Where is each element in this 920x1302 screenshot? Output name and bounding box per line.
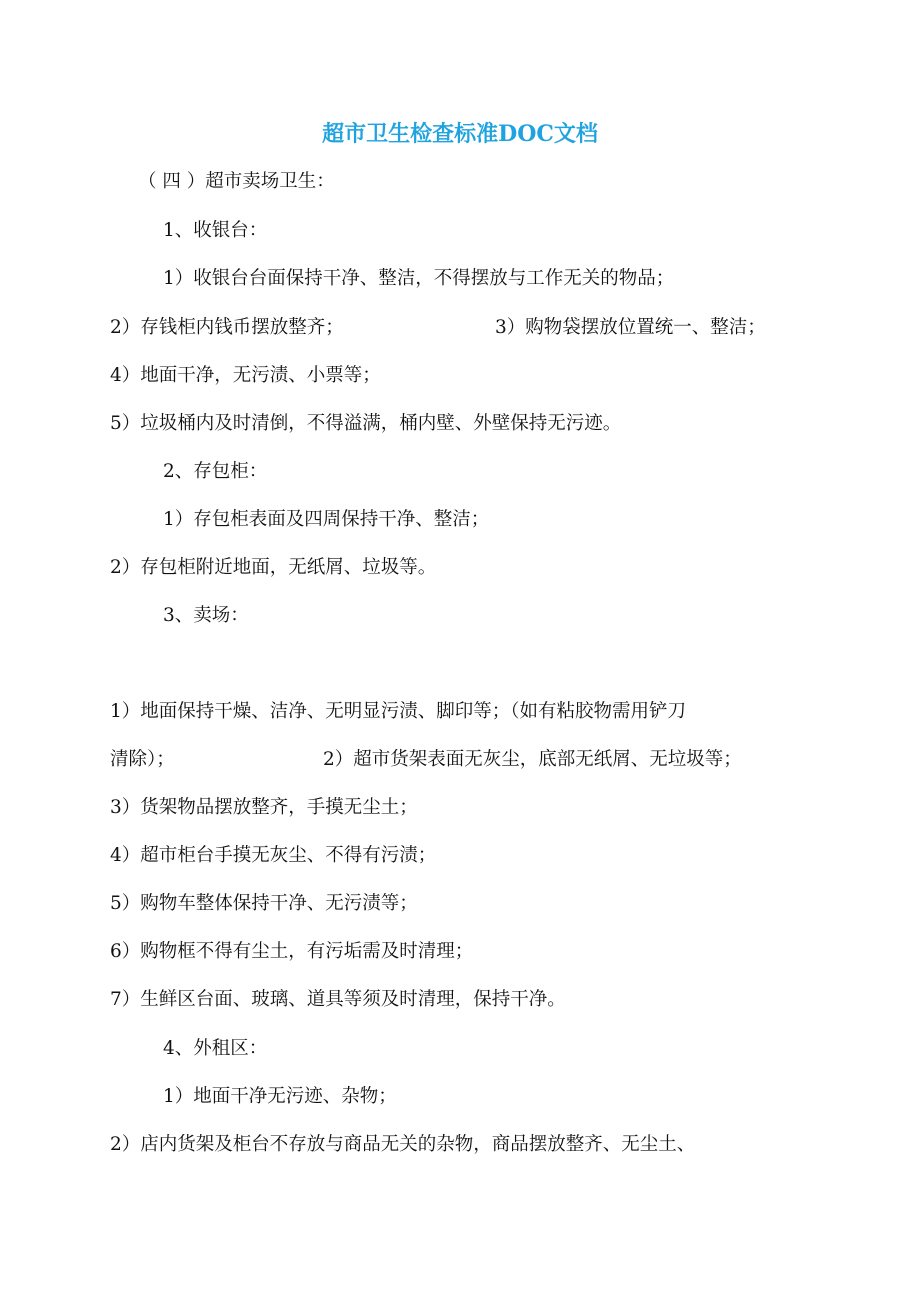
section-heading: （ 四 ）超市卖场卫生： [138,171,335,192]
list-item: 5）垃圾桶内及时清倒，不得溢满，桶内壁、外壁保持无污迹。 [110,413,622,434]
list-item: 1）地面保持干燥、洁净、无明显污渍、脚印等；（如有粘胶物需用铲刀 [110,701,687,722]
list-item: 4）超市柜台手摸无灰尘、不得有污渍； [110,845,437,866]
list-item: 2）存包柜附近地面，无纸屑、垃圾等。 [110,557,437,578]
list-item: 4）地面干净，无污渍、小票等； [110,365,381,386]
subsection-heading-sales-floor: 3、卖场： [163,605,249,626]
list-item: 1）收银台台面保持干净、整洁，不得摆放与工作无关的物品； [163,268,675,289]
list-item: 3）购物袋摆放位置统一、整洁； [495,317,766,338]
list-item: 7）生鲜区台面、玻璃、道具等须及时清理，保持干净。 [110,989,566,1010]
list-item: 6）购物框不得有尘土，有污垢需及时清理； [110,941,474,962]
list-item: 2）店内货架及柜台不存放与商品无关的杂物，商品摆放整齐、无尘土、 [110,1134,696,1155]
list-item-row [110,315,766,341]
list-item: 1）存包柜表面及四周保持干净、整洁； [163,509,490,530]
list-item: 2）存钱柜内钱币摆放整齐； [110,317,344,338]
subsection-heading-cashier: 1、收银台： [163,220,268,241]
list-item: 5）购物车整体保持干净、无污渍等； [110,893,418,914]
subsection-heading-lockers: 2、存包柜： [163,461,268,482]
list-item: 2）超市货架表面无灰尘，底部无纸屑、无垃圾等； [323,749,742,770]
subsection-heading-rental-area: 4、外租区： [163,1038,268,1059]
list-item: 3）货架物品摆放整齐，手摸无尘土； [110,797,418,818]
document-title: 超市卫生检查标准DOC文档 [322,121,598,147]
list-item-row [110,747,742,773]
list-item: 1）地面干净无污迹、杂物； [163,1086,397,1107]
list-item: 清除）； [110,749,175,770]
